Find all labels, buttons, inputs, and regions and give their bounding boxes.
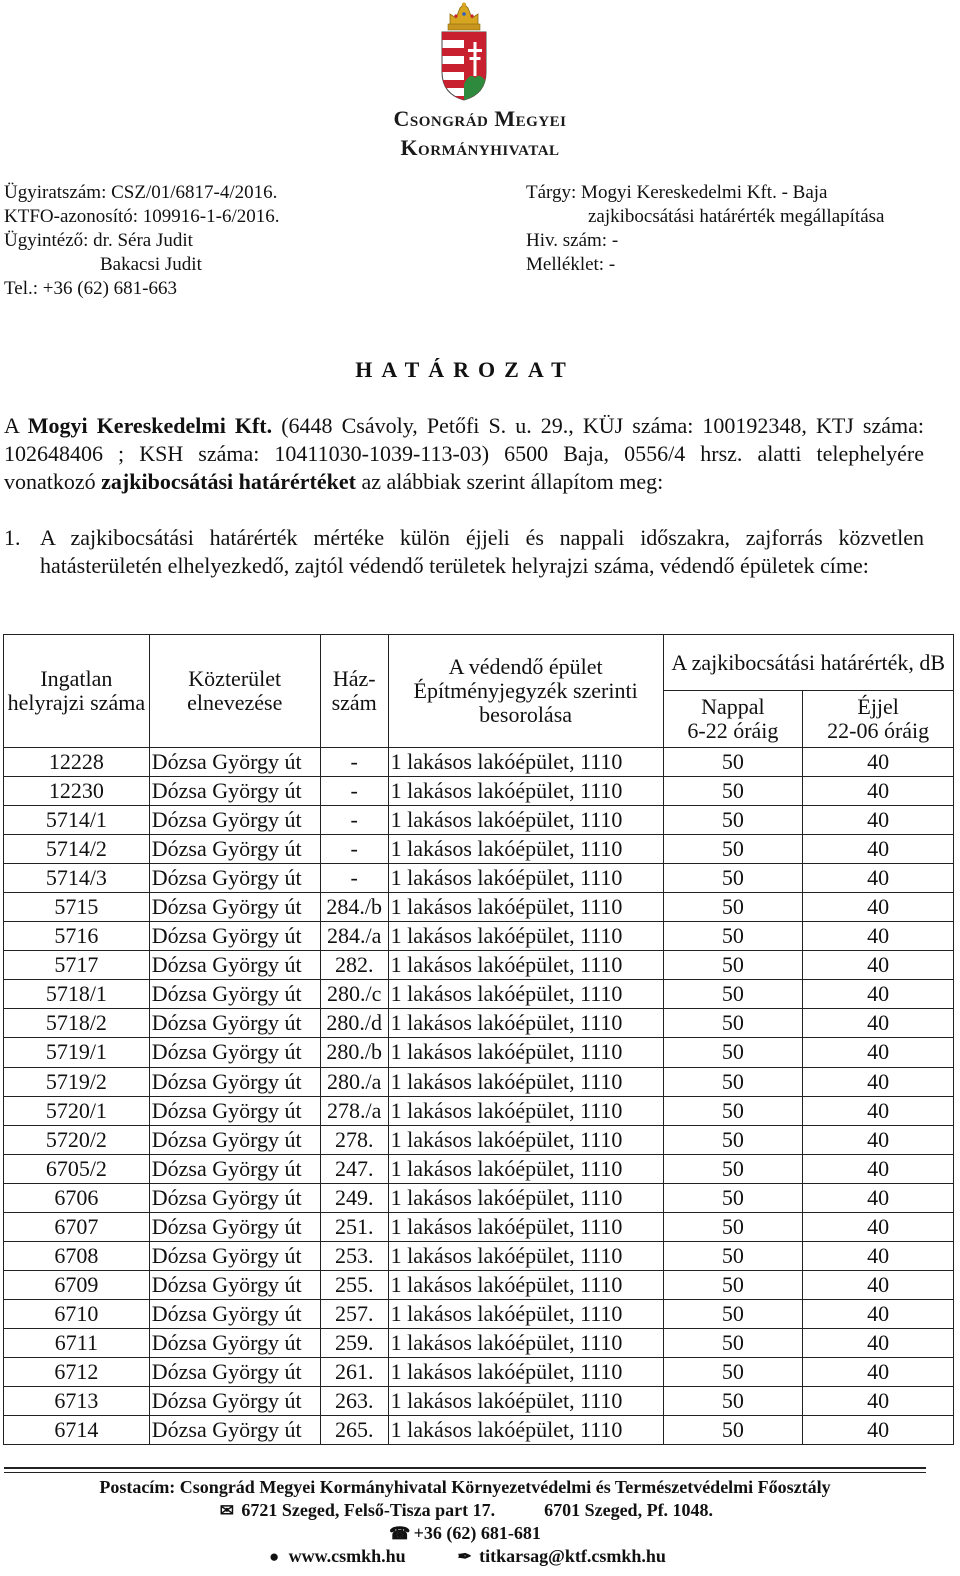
cell-parcel: 5720/1 xyxy=(4,1096,150,1125)
cell-house-number: 265. xyxy=(320,1416,388,1445)
table-body xyxy=(4,748,954,1445)
cell-night-limit: 40 xyxy=(803,1212,954,1241)
cell-night-limit: 40 xyxy=(803,1067,954,1096)
cell-street: Dózsa György út xyxy=(149,1212,320,1241)
cell-day-limit: 50 xyxy=(663,835,803,864)
footer-address2: 6701 Szeged, Pf. 1048. xyxy=(544,1500,714,1520)
cell-parcel: 6705/2 xyxy=(4,1154,150,1183)
table-row xyxy=(4,1241,954,1270)
cell-night-limit: 40 xyxy=(803,1125,954,1154)
header-building-class: A védendő épület Építményjegyzék szerinti besorolása xyxy=(388,635,663,748)
table-row xyxy=(4,1416,954,1445)
table-row xyxy=(4,1009,954,1038)
cell-parcel: 6707 xyxy=(4,1212,150,1241)
cell-street: Dózsa György út xyxy=(149,1241,320,1270)
footer-phone-line xyxy=(0,1522,930,1545)
intro-end: az alábbiak szerint állapítom meg: xyxy=(355,469,664,494)
cell-night-limit: 40 xyxy=(803,1387,954,1416)
coat-of-arms-logo xyxy=(436,2,492,102)
cell-day-limit: 50 xyxy=(663,1125,803,1154)
cell-night-limit: 40 xyxy=(803,1357,954,1386)
intro-paragraph xyxy=(4,412,924,496)
cell-street: Dózsa György út xyxy=(149,1096,320,1125)
footer-divider-thin xyxy=(4,1472,926,1473)
cell-parcel: 5717 xyxy=(4,951,150,980)
cell-building-class: 1 lakásos lakóépület, 1110 xyxy=(388,1038,663,1067)
cell-night-limit: 40 xyxy=(803,980,954,1009)
table-row xyxy=(4,951,954,980)
cell-parcel: 5718/2 xyxy=(4,1009,150,1038)
header-street: Közterület elnevezése xyxy=(149,635,320,748)
table-row xyxy=(4,1154,954,1183)
cell-street: Dózsa György út xyxy=(149,951,320,980)
ktfo-id: KTFO-azonosító: 109916-1-6/2016. xyxy=(4,206,280,227)
cell-street: Dózsa György út xyxy=(149,980,320,1009)
cell-house-number: 278./a xyxy=(320,1096,388,1125)
table-row xyxy=(4,1328,954,1357)
subject-line: Tárgy: Mogyi Kereskedelmi Kft. - Baja xyxy=(526,182,828,203)
cell-night-limit: 40 xyxy=(803,951,954,980)
cell-house-number: - xyxy=(320,835,388,864)
footer-postal: Postacím: Csongrád Megyei Kormányhivatal Környezetvédelmi és Természetvédelmi Főosztály xyxy=(99,1477,831,1497)
cell-parcel: 5719/1 xyxy=(4,1038,150,1067)
cell-building-class: 1 lakásos lakóépület, 1110 xyxy=(388,777,663,806)
cell-building-class: 1 lakásos lakóépület, 1110 xyxy=(388,806,663,835)
cell-night-limit: 40 xyxy=(803,1328,954,1357)
cell-day-limit: 50 xyxy=(663,1009,803,1038)
cell-street: Dózsa György út xyxy=(149,1067,320,1096)
cell-street: Dózsa György út xyxy=(149,1009,320,1038)
table-row xyxy=(4,806,954,835)
company-name: Mogyi Kereskedelmi Kft. xyxy=(27,413,273,438)
cell-house-number: 282. xyxy=(320,951,388,980)
cell-street: Dózsa György út xyxy=(149,1038,320,1067)
cell-day-limit: 50 xyxy=(663,1299,803,1328)
cell-house-number: 280./b xyxy=(320,1038,388,1067)
footer-address1: 6721 Szeged, Felső-Tisza part 17. xyxy=(241,1500,496,1520)
table-row xyxy=(4,1387,954,1416)
cell-house-number: 263. xyxy=(320,1387,388,1416)
cell-night-limit: 40 xyxy=(803,1096,954,1125)
cell-day-limit: 50 xyxy=(663,1241,803,1270)
table-row xyxy=(4,1125,954,1154)
cell-house-number: 249. xyxy=(320,1183,388,1212)
cell-night-limit: 40 xyxy=(803,1416,954,1445)
cell-day-limit: 50 xyxy=(663,806,803,835)
case-handler-2: Bakacsi Judit xyxy=(100,254,202,275)
cell-street: Dózsa György út xyxy=(149,1154,320,1183)
office-name-line2: Kormányhivatal xyxy=(400,135,560,160)
cell-street: Dózsa György út xyxy=(149,1357,320,1386)
cell-house-number: 280./c xyxy=(320,980,388,1009)
intro-details: (6448 Csávoly, Petőfi S. u. 29., KÜJ száma: 100192348, KTJ száma: 102648406 ; KSH száma: 10411030-1039-113-03) 6500 Baja, 0556/4 hrsz. alatti telephelyére vonatkozó xyxy=(4,413,924,494)
header-parcel: Ingatlan helyrajzi száma xyxy=(4,635,150,748)
case-number: Ügyiratszám: CSZ/01/6817-4/2016. xyxy=(4,182,278,203)
subject-line-2: zajkibocsátási határérték megállapítása xyxy=(588,206,885,227)
cell-street: Dózsa György út xyxy=(149,1328,320,1357)
table-row xyxy=(4,777,954,806)
cell-day-limit: 50 xyxy=(663,1357,803,1386)
envelope-icon: ✉ xyxy=(219,1501,235,1520)
table-row xyxy=(4,1212,954,1241)
point-text: A zajkibocsátási határérték mértéke külön éjjeli és nappali időszakra, zajforrás közvetlen hatásterületén elhelyezkedő, zajtól védendő területek helyrajzi száma, védendő épületek címe: xyxy=(40,525,924,578)
cell-night-limit: 40 xyxy=(803,806,954,835)
cell-parcel: 6712 xyxy=(4,1357,150,1386)
table-row xyxy=(4,1270,954,1299)
cell-parcel: 12228 xyxy=(4,748,150,777)
cell-parcel: 6708 xyxy=(4,1241,150,1270)
footer-email[interactable]: titkarsag@ktf.csmkh.hu xyxy=(479,1546,666,1566)
cell-house-number: - xyxy=(320,777,388,806)
cell-day-limit: 50 xyxy=(663,1154,803,1183)
cell-night-limit: 40 xyxy=(803,922,954,951)
cell-building-class: 1 lakásos lakóépület, 1110 xyxy=(388,951,663,980)
cell-house-number: 253. xyxy=(320,1241,388,1270)
header-day-label: Nappal xyxy=(701,694,765,719)
reference-number: Hiv. szám: - xyxy=(526,230,619,251)
cell-day-limit: 50 xyxy=(663,922,803,951)
point-number: 1. xyxy=(4,525,21,550)
cell-house-number: 261. xyxy=(320,1357,388,1386)
cell-street: Dózsa György út xyxy=(149,893,320,922)
cell-night-limit: 40 xyxy=(803,748,954,777)
footer-address-line xyxy=(0,1499,930,1522)
cell-night-limit: 40 xyxy=(803,893,954,922)
cell-night-limit: 40 xyxy=(803,1183,954,1212)
cell-day-limit: 50 xyxy=(663,893,803,922)
header-night xyxy=(803,691,954,748)
cell-parcel: 5719/2 xyxy=(4,1067,150,1096)
header-night-label: Éjjel xyxy=(857,694,899,719)
cell-street: Dózsa György út xyxy=(149,864,320,893)
cell-house-number: - xyxy=(320,806,388,835)
cell-parcel: 12230 xyxy=(4,777,150,806)
cell-building-class: 1 lakásos lakóépület, 1110 xyxy=(388,893,663,922)
footer xyxy=(0,1476,930,1568)
cell-parcel: 5715 xyxy=(4,893,150,922)
cell-parcel: 6713 xyxy=(4,1387,150,1416)
cell-night-limit: 40 xyxy=(803,777,954,806)
point-1 xyxy=(4,524,924,580)
intro-a: A xyxy=(4,413,28,438)
cell-day-limit: 50 xyxy=(663,1270,803,1299)
cell-street: Dózsa György út xyxy=(149,748,320,777)
table-row xyxy=(4,1096,954,1125)
cell-parcel: 5716 xyxy=(4,922,150,951)
cell-building-class: 1 lakásos lakóépület, 1110 xyxy=(388,1357,663,1386)
cell-street: Dózsa György út xyxy=(149,1125,320,1154)
cell-day-limit: 50 xyxy=(663,980,803,1009)
document-meta-right xyxy=(526,181,884,277)
cell-building-class: 1 lakásos lakóépület, 1110 xyxy=(388,1387,663,1416)
cell-building-class: 1 lakásos lakóépület, 1110 xyxy=(388,980,663,1009)
cell-building-class: 1 lakásos lakóépület, 1110 xyxy=(388,1183,663,1212)
attachment: Melléklet: - xyxy=(526,254,616,275)
header-house-number: Ház-szám xyxy=(320,635,388,748)
table-row xyxy=(4,893,954,922)
cell-building-class: 1 lakásos lakóépület, 1110 xyxy=(388,1328,663,1357)
cell-street: Dózsa György út xyxy=(149,1299,320,1328)
document-meta-left xyxy=(4,181,279,301)
cell-street: Dózsa György út xyxy=(149,1387,320,1416)
cell-street: Dózsa György út xyxy=(149,806,320,835)
footer-divider xyxy=(4,1467,926,1469)
cell-house-number: 255. xyxy=(320,1270,388,1299)
cell-house-number: - xyxy=(320,748,388,777)
office-name xyxy=(0,104,960,162)
cell-parcel: 6710 xyxy=(4,1299,150,1328)
cell-building-class: 1 lakásos lakóépület, 1110 xyxy=(388,748,663,777)
cell-house-number: 284./a xyxy=(320,922,388,951)
noise-limits-table xyxy=(3,634,954,1445)
table-row xyxy=(4,1183,954,1212)
cell-street: Dózsa György út xyxy=(149,1270,320,1299)
cell-night-limit: 40 xyxy=(803,1270,954,1299)
cell-street: Dózsa György út xyxy=(149,777,320,806)
cell-night-limit: 40 xyxy=(803,864,954,893)
phone-icon: ☎ xyxy=(389,1524,411,1543)
pen-icon: ✒ xyxy=(457,1547,472,1566)
header-limit-group: A zajkibocsátási határérték, dB xyxy=(663,635,953,691)
cell-parcel: 5720/2 xyxy=(4,1125,150,1154)
cell-day-limit: 50 xyxy=(663,1212,803,1241)
cell-house-number: 259. xyxy=(320,1328,388,1357)
cell-street: Dózsa György út xyxy=(149,1183,320,1212)
cell-parcel: 6709 xyxy=(4,1270,150,1299)
cell-night-limit: 40 xyxy=(803,1241,954,1270)
cell-parcel: 5714/3 xyxy=(4,864,150,893)
cell-day-limit: 50 xyxy=(663,951,803,980)
header-night-hours: 22-06 óráig xyxy=(827,718,930,743)
intro-bold-term: zajkibocsátási határértéket xyxy=(101,469,356,494)
cell-building-class: 1 lakásos lakóépület, 1110 xyxy=(388,922,663,951)
header-day-hours: 6-22 óráig xyxy=(687,718,779,743)
cell-building-class: 1 lakásos lakóépület, 1110 xyxy=(388,1096,663,1125)
table-row xyxy=(4,835,954,864)
cell-day-limit: 50 xyxy=(663,1038,803,1067)
phone-number: Tel.: +36 (62) 681-663 xyxy=(4,278,177,299)
cell-house-number: 257. xyxy=(320,1299,388,1328)
cell-day-limit: 50 xyxy=(663,748,803,777)
cell-house-number: 278. xyxy=(320,1125,388,1154)
cell-parcel: 5714/2 xyxy=(4,835,150,864)
cell-day-limit: 50 xyxy=(663,1416,803,1445)
header-day xyxy=(663,691,803,748)
cell-day-limit: 50 xyxy=(663,1183,803,1212)
cell-night-limit: 40 xyxy=(803,835,954,864)
cell-building-class: 1 lakásos lakóépület, 1110 xyxy=(388,1212,663,1241)
footer-website[interactable]: www.csmkh.hu xyxy=(288,1546,406,1566)
cell-house-number: 280./d xyxy=(320,1009,388,1038)
cell-house-number: - xyxy=(320,864,388,893)
table-row xyxy=(4,980,954,1009)
cell-building-class: 1 lakásos lakóépület, 1110 xyxy=(388,1009,663,1038)
cell-house-number: 247. xyxy=(320,1154,388,1183)
cell-day-limit: 50 xyxy=(663,777,803,806)
cell-parcel: 5714/1 xyxy=(4,806,150,835)
cell-day-limit: 50 xyxy=(663,864,803,893)
cell-day-limit: 50 xyxy=(663,1067,803,1096)
cell-parcel: 6714 xyxy=(4,1416,150,1445)
table-row xyxy=(4,864,954,893)
footer-phone: +36 (62) 681-681 xyxy=(413,1523,541,1543)
document-title: HATÁROZAT xyxy=(355,357,575,382)
office-name-line1: Csongrád Megyei xyxy=(393,106,567,131)
cell-night-limit: 40 xyxy=(803,1009,954,1038)
cell-building-class: 1 lakásos lakóépület, 1110 xyxy=(388,1241,663,1270)
cell-night-limit: 40 xyxy=(803,1299,954,1328)
cell-street: Dózsa György út xyxy=(149,835,320,864)
cell-night-limit: 40 xyxy=(803,1038,954,1067)
table-row xyxy=(4,1357,954,1386)
case-handler: Ügyintéző: dr. Séra Judit xyxy=(4,230,193,251)
cell-building-class: 1 lakásos lakóépület, 1110 xyxy=(388,1067,663,1096)
cell-building-class: 1 lakásos lakóépület, 1110 xyxy=(388,1270,663,1299)
cell-parcel: 5718/1 xyxy=(4,980,150,1009)
cell-house-number: 284./b xyxy=(320,893,388,922)
cell-building-class: 1 lakásos lakóépület, 1110 xyxy=(388,1416,663,1445)
cell-street: Dózsa György út xyxy=(149,1416,320,1445)
cell-day-limit: 50 xyxy=(663,1387,803,1416)
cell-building-class: 1 lakásos lakóépület, 1110 xyxy=(388,1154,663,1183)
cell-building-class: 1 lakásos lakóépület, 1110 xyxy=(388,864,663,893)
cell-day-limit: 50 xyxy=(663,1328,803,1357)
table-row xyxy=(4,922,954,951)
globe-icon: ● xyxy=(268,1547,280,1566)
cell-house-number: 280./a xyxy=(320,1067,388,1096)
cell-night-limit: 40 xyxy=(803,1154,954,1183)
cell-street: Dózsa György út xyxy=(149,922,320,951)
table-row xyxy=(4,1067,954,1096)
cell-building-class: 1 lakásos lakóépület, 1110 xyxy=(388,835,663,864)
table-row xyxy=(4,1299,954,1328)
table-row xyxy=(4,1038,954,1067)
table-row xyxy=(4,748,954,777)
cell-house-number: 251. xyxy=(320,1212,388,1241)
cell-parcel: 6711 xyxy=(4,1328,150,1357)
cell-parcel: 6706 xyxy=(4,1183,150,1212)
footer-web-line xyxy=(0,1545,930,1568)
cell-building-class: 1 lakásos lakóépület, 1110 xyxy=(388,1125,663,1154)
cell-building-class: 1 lakásos lakóépület, 1110 xyxy=(388,1299,663,1328)
cell-day-limit: 50 xyxy=(663,1096,803,1125)
